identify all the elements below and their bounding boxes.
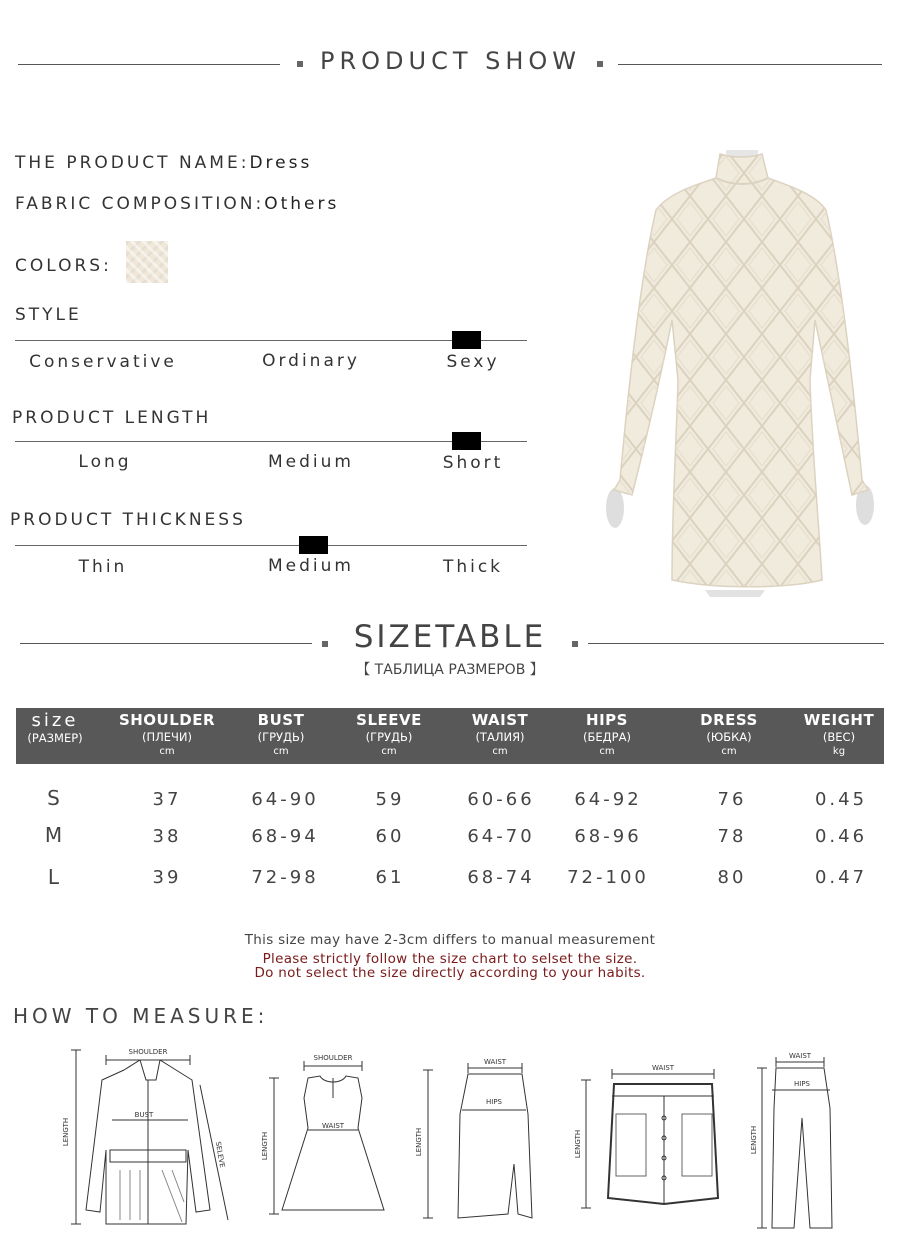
- th-shoulder: SHOULDER (ПЛЕЧИ) cm: [118, 711, 216, 757]
- style-option-sexy: Sexy: [446, 352, 500, 372]
- sizetable-line-left: [20, 643, 312, 644]
- style-title: STYLE: [15, 305, 82, 325]
- fabric-label: FABRIC COMPOSITION:: [15, 194, 265, 214]
- size-table-header: [16, 708, 884, 764]
- cell-shoulder: 39: [152, 867, 182, 888]
- sizetable-dot-right: [572, 641, 578, 647]
- jacket-measure-diagram: [60, 1040, 232, 1230]
- cell-waist: 68-74: [467, 867, 535, 888]
- label-bust: BUST: [134, 1111, 154, 1119]
- cell-bust: 68-94: [251, 826, 319, 847]
- th-dress: DRESS (ЮБКА) cm: [700, 711, 758, 757]
- label-shoulder: SHOULDER: [313, 1054, 353, 1062]
- label-waist: WAIST: [788, 1052, 812, 1060]
- header-line-right: [618, 64, 882, 65]
- length-title: PRODUCT LENGTH: [12, 408, 212, 428]
- sizetable-subtitle: 【 ТАБЛИЦА РАЗМЕРОВ 】: [356, 662, 544, 678]
- th-hips: HIPS (БЕДРА) cm: [583, 711, 631, 757]
- label-hips: HIPS: [486, 1098, 502, 1106]
- cell-bust: 72-98: [251, 867, 319, 888]
- header-dot-left: [297, 61, 303, 67]
- note-habits: Do not select the size directly according to your habits.: [254, 965, 646, 981]
- label-waist: WAIST: [321, 1122, 345, 1130]
- header-dot-right: [597, 61, 603, 67]
- cell-size: L: [47, 865, 63, 889]
- skirt-measure-diagram: [410, 1054, 540, 1224]
- product-name-label: THE PRODUCT NAME:: [15, 153, 250, 173]
- style-line: [15, 340, 527, 341]
- length-option-long: Long: [78, 452, 132, 472]
- cell-hips: 64-92: [574, 789, 642, 810]
- cell-size: S: [47, 786, 63, 810]
- label-hips: HIPS: [794, 1080, 810, 1088]
- sizetable-line-right: [588, 643, 884, 644]
- sizetable-dot-left: [322, 641, 328, 647]
- th-sleeve: SLEEVE (ГРУДЬ) cm: [356, 711, 422, 757]
- product-name-value: Dress: [249, 153, 313, 173]
- th-weight: WEIGHT (ВЕС) kg: [803, 711, 875, 757]
- product-show-title: PRODUCT SHOW: [320, 47, 582, 75]
- cell-weight: 0.45: [814, 789, 868, 810]
- note-measurement: This size may have 2-3cm differs to manual measurement: [244, 932, 656, 948]
- cell-sleeve: 60: [375, 826, 405, 847]
- pants-measure-diagram: [748, 1048, 838, 1232]
- th-bust: BUST (ГРУДЬ) cm: [257, 711, 305, 757]
- label-length: LENGTH: [415, 1127, 423, 1157]
- cell-bust: 64-90: [251, 789, 319, 810]
- note-follow-chart: Please strictly follow the size chart to selset the size.: [262, 951, 638, 967]
- cell-weight: 0.46: [814, 826, 868, 847]
- cell-hips: 72-100: [567, 867, 649, 888]
- color-swatch[interactable]: [126, 241, 168, 283]
- cell-dress: 80: [717, 867, 747, 888]
- length-option-medium: Medium: [268, 452, 354, 472]
- thickness-title: PRODUCT THICKNESS: [10, 510, 246, 530]
- th-size: size (РАЗМЕР): [27, 710, 83, 745]
- cell-sleeve: 61: [375, 867, 405, 888]
- label-waist: WAIST: [483, 1058, 507, 1066]
- cell-shoulder: 37: [152, 789, 182, 810]
- style-marker: [452, 331, 481, 349]
- label-sleeve: SELEVE: [213, 1140, 227, 1169]
- cell-waist: 60-66: [467, 789, 535, 810]
- product-name-row: [15, 153, 312, 173]
- label-length: LENGTH: [62, 1117, 70, 1147]
- dress-measure-diagram: [258, 1048, 398, 1218]
- cell-shoulder: 38: [152, 826, 182, 847]
- thickness-option-thick: Thick: [442, 557, 504, 577]
- cell-size: M: [44, 823, 66, 847]
- style-option-ordinary: Ordinary: [262, 351, 360, 371]
- product-photo: [600, 150, 883, 597]
- th-waist: WAIST (ТАЛИЯ) cm: [471, 711, 529, 757]
- thickness-option-thin: Thin: [78, 557, 128, 577]
- cell-weight: 0.47: [814, 867, 868, 888]
- sizetable-title: SIZETABLE: [353, 619, 547, 655]
- fabric-value: Others: [264, 194, 340, 214]
- thickness-option-medium: Medium: [268, 556, 354, 576]
- how-to-measure-title: HOW TO MEASURE:: [13, 1004, 269, 1028]
- shorts-measure-diagram: [572, 1058, 732, 1213]
- label-length: LENGTH: [574, 1129, 582, 1159]
- header-line-left: [18, 64, 280, 65]
- cell-waist: 64-70: [467, 826, 535, 847]
- label-length: LENGTH: [261, 1131, 269, 1161]
- thickness-marker: [299, 536, 328, 554]
- length-option-short: Short: [442, 453, 504, 473]
- thickness-line: [15, 545, 527, 546]
- cell-sleeve: 59: [375, 789, 405, 810]
- length-marker: [452, 432, 481, 450]
- length-line: [15, 441, 527, 442]
- label-shoulder: SHOULDER: [128, 1048, 168, 1056]
- fabric-row: [15, 194, 339, 214]
- label-length: LENGTH: [750, 1125, 758, 1155]
- label-waist: WAIST: [651, 1064, 675, 1072]
- style-option-conservative: Conservative: [29, 352, 177, 372]
- colors-label: COLORS:: [15, 256, 112, 276]
- cell-dress: 76: [717, 789, 747, 810]
- cell-hips: 68-96: [574, 826, 642, 847]
- cell-dress: 78: [717, 826, 747, 847]
